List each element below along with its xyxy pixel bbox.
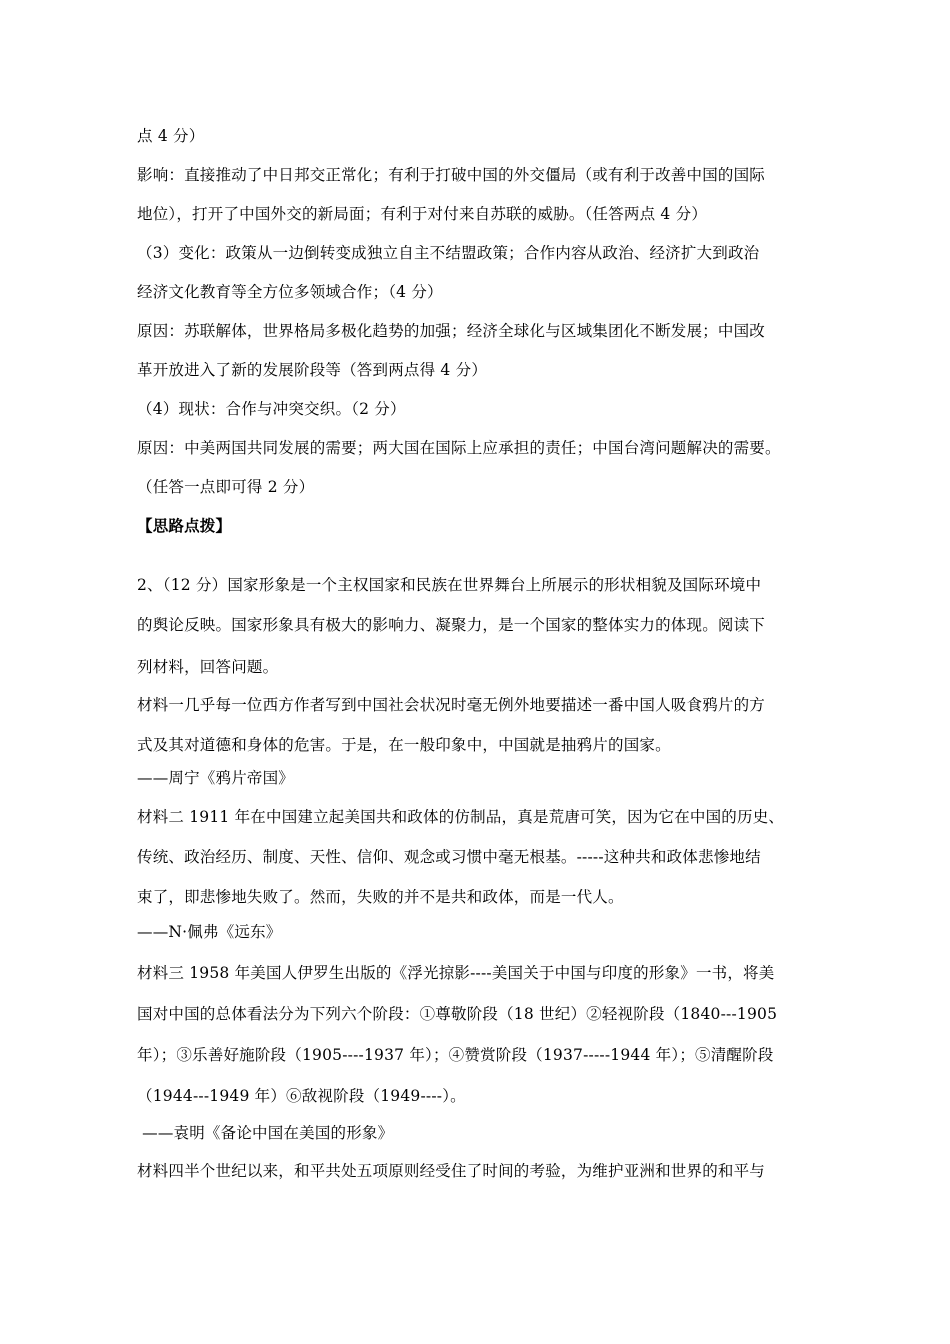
- text-line: 原因：中美两国共同发展的需要；两大国在国际上应承担的责任；中国台湾问题解决的需要。: [137, 439, 781, 457]
- text-line: （4）现状：合作与冲突交织。（2 分）: [137, 400, 406, 418]
- text-line: 点 4 分）: [137, 127, 205, 145]
- material-line: 年）；③乐善好施阶段（1905----1937 年）；④赞赏阶段（1937-----1944 年）；⑤清醒阶段: [137, 1046, 774, 1064]
- question-line: 的舆论反映。国家形象具有极大的影响力、凝聚力，是一个国家的整体实力的体现。阅读下: [137, 616, 766, 634]
- text-line: 影响：直接推动了中日邦交正常化；有利于打破中国的外交僵局（或有利于改善中国的国际: [137, 166, 766, 184]
- material-line: 式及其对道德和身体的危害。于是，在一般印象中，中国就是抽鸦片的国家。: [137, 736, 671, 754]
- source-citation: ——N·佩弗《远东》: [137, 923, 282, 941]
- question-line: 2、（12 分）国家形象是一个主权国家和民族在世界舞台上所展示的形状相貌及国际环境中: [137, 576, 762, 594]
- text-line: （3）变化：政策从一边倒转变成独立自主不结盟政策；合作内容从政治、经济扩大到政治: [137, 244, 760, 262]
- text-line: 地位），打开了中国外交的新局面；有利于对付来自苏联的威胁。（任答两点 4 分）: [137, 205, 708, 223]
- source-citation: ——周宁《鸦片帝国》: [137, 769, 295, 787]
- material-line: 束了，即悲惨地失败了。然而，失败的并不是共和政体，而是一代人。: [137, 888, 624, 906]
- section-heading: 【思路点拨】: [137, 516, 232, 535]
- text-line: 原因：苏联解体，世界格局多极化趋势的加强；经济全球化与区域集团化不断发展；中国改: [137, 322, 766, 340]
- question-line: 列材料，回答问题。: [137, 658, 279, 676]
- text-line: 革开放进入了新的发展阶段等（答到两点得 4 分）: [137, 361, 488, 379]
- material-line: 材料三 1958 年美国人伊罗生出版的《浮光掠影----美国关于中国与印度的形象》一书，将美: [137, 964, 775, 982]
- material-line: 材料四半个世纪以来，和平共处五项原则经受住了时间的考验，为维护亚洲和世界的和平与: [137, 1162, 766, 1180]
- material-line: 国对中国的总体看法分为下列六个阶段：①尊敬阶段（18 世纪）②轻视阶段（1840---1905: [137, 1005, 778, 1023]
- material-line: 材料二 1911 年在中国建立起美国共和政体的仿制品，真是荒唐可笑，因为它在中国的历史、: [137, 808, 785, 826]
- material-line: 材料一几乎每一位西方作者写到中国社会状况时毫无例外地要描述一番中国人吸食鸦片的方: [137, 696, 766, 714]
- text-line: 经济文化教育等全方位多领域合作；（4 分）: [137, 283, 443, 301]
- material-line: （1944---1949 年）⑥敌视阶段（1949----）。: [137, 1087, 466, 1105]
- source-citation: ——袁明《备论中国在美国的形象》: [137, 1124, 394, 1142]
- text-line: （任答一点即可得 2 分）: [137, 478, 315, 496]
- material-line: 传统、政治经历、制度、天性、信仰、观念或习惯中毫无根基。-----这种共和政体悲惨地结: [137, 848, 761, 866]
